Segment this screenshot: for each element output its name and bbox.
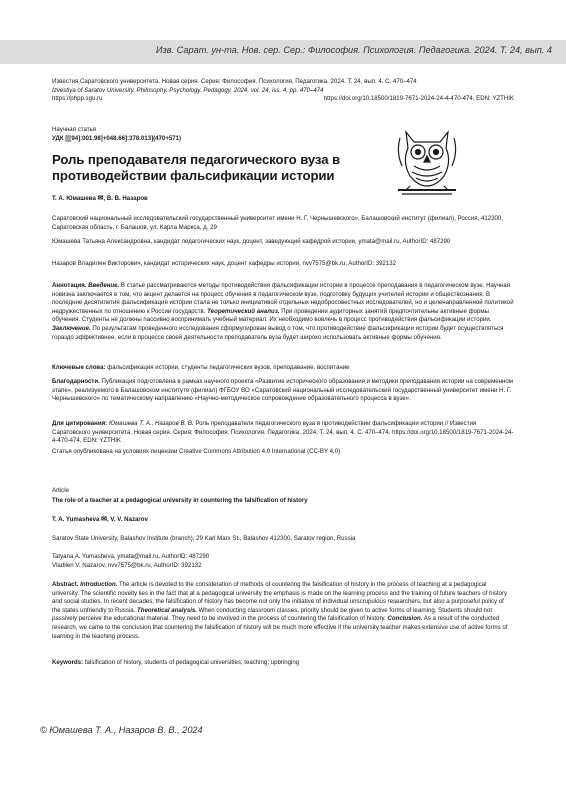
- running-head: Изв. Сарат. ун-та. Нов. сер. Сер.: Философия. Психология. Педагогика. 2024. Т. 24, вып. 4: [155, 45, 552, 55]
- section-label: Conclusion.: [387, 615, 423, 623]
- author-name: В. В. Назаров: [106, 195, 148, 202]
- keywords-label: Ключевые слова:: [52, 364, 106, 371]
- keywords-ru: [52, 364, 514, 373]
- ack-text: Публикация подготовлена в рамках научного проекта «Развитие исторического образования и методики преподавания истории на современном этапе», реализуемого в Балашовском институте (филиал) ФГБОУ ВО «Саратовский национальный исследовательский государственный университет имени Н. Г. Чернышевского» по тематическому направлению «Научно-методическое сопровождение образовательного процесса в вузе».: [52, 378, 513, 403]
- udc-code: УДК [[[94]:001.98]+048.66]:378.013](470+571): [52, 134, 182, 142]
- author-name: Т. А. Юмашева: [52, 195, 96, 202]
- site-link[interactable]: https://phpp.sgu.ru: [52, 95, 103, 102]
- envelope-icon: ✉: [97, 195, 104, 202]
- abstract-text: В статье рассматриваются методы противодействия фальсификации истории в процессе преподавания в педагогическом вузе. Научная новизна заключается в том, что акцент делается на процесс обучения в педагогическом вузе, подготовку будущих учителей истории и обществознания. В последние десятилетия фальсификация истории стала не только инициативой отдельных недобросовестных исследователей, но и целенаправленной политикой недружественных по отношению к России государств.: [52, 282, 514, 315]
- abstract-text: When conducting classroom classes, priority should be given to active forms of learning. Students should not passively perceive the educational material. They need to be involved in the process of countering the falsification of history.: [52, 606, 493, 623]
- keywords-en: [52, 659, 514, 668]
- abstract-text: The article is devoted to the consideration of methods of countering the falsification of history in the process of teaching at a pedagogical university. The scientific novelty lies in the fact that at a pedagogical university the emphasis is made on the learning process and the training of future teachers of history and social studies. In recent decades, the falsification of history has become not only the initiative of individual unscrupulous researchers, but also a purposeful policy of the states unfriendly to Russia.: [52, 581, 508, 614]
- citation-text: Роль преподавателя педагогического вуза в противодействии фальсификации истории // Известия Саратовского университета. Новая серия. Серия: Философия. Психология. Педагогика. 2024. Т. 24, вып. 4. С. 470–474. https://doi.org/10.18500/1819-7671-2024-24-4-470-474, EDN: YZTHIK: [52, 420, 514, 445]
- author-name: T. A. Yumasheva: [52, 516, 100, 523]
- section-label: Заключение.: [52, 324, 91, 332]
- author-name: V. V. Nazarov: [110, 516, 148, 523]
- article-title-ru: Роль преподавателя педагогического вуза в противодействии фальсификации истории: [52, 152, 341, 183]
- copyright-notice: © Юмашева Т. А., Назаров В. В., 2024: [40, 725, 203, 735]
- owl-emblem-icon: [392, 122, 462, 197]
- author-info-en: Tatyana A. Yumasheva, ymata@mail.ru, AuthorID: 487290: [52, 553, 210, 560]
- citation-label: Для цитирования:: [52, 420, 108, 427]
- section-label: Теоретический анализ.: [207, 307, 280, 315]
- authors-ru: [52, 195, 514, 204]
- license-ru: Статья опубликована на условиях лицензии Creative Commons Attribution 4.0 International (CC-BY 4.0): [52, 448, 341, 455]
- author-separator: ,: [107, 516, 109, 523]
- acknowledgements-ru: [52, 378, 514, 404]
- abstract-label: Abstract.: [52, 581, 79, 588]
- journal-links-row: [52, 95, 514, 104]
- doi-link[interactable]: https://doi.org/10.18500/1819-7671-2024-24-4-470-474, EDN: YZTHIK: [323, 95, 514, 102]
- author-separator: ,: [103, 195, 106, 202]
- section-label: Theoretical analysis.: [137, 606, 197, 614]
- article-title-en: The role of a teacher at a pedagogical university in countering the falsification of history: [52, 497, 308, 504]
- keywords-text: falsification of history, students of pedagogical universities, teaching; upbringing: [83, 659, 300, 666]
- author-info-en: Vladilen V. Nazarov, nvv7575@bk.ru, AuthorID: 392132: [52, 562, 202, 569]
- section-label: Введение.: [88, 282, 120, 289]
- authors-en: [52, 516, 514, 525]
- abstract-text: As a result of the conducted research, we came to the conclusion that countering the falsification of history will be much more effective if the university teacher makes extensive use of active forms of learning in the teaching process.: [52, 615, 508, 640]
- keywords-text: фальсификация истории, студенты педагогических вузов, преподавание, воспитание: [105, 364, 350, 371]
- abstract-text: По результатам проведенного исследования сформулирован вывод о том, что противодействие фальсификации истории будет осуществляться гораздо эффективнее, если в процессе своей деятельности преподаватель вуза будет широко использовать активные формы обучения.: [52, 324, 504, 341]
- envelope-icon: ✉: [101, 516, 107, 523]
- author-info-ru: Назаров Владилен Викторович, кандидат исторических наук, доцент кафедры истории, nvv7575@bk.ru, AuthorID: 392132: [52, 260, 397, 267]
- affiliation-ru: Саратовский национальный исследовательский государственный университет имени Н. Г. Чернышевского», Балашовский институт (филиал), Россия, 412300, Саратовская область, г. Балашов, ул. Карла Маркса, д. 29: [52, 215, 503, 231]
- journal-citation-en: Izvestiya of Saratov University. Philosophy. Psychology. Pedagogy, 2024, vol. 24, iss. 4, pp. 470–474: [52, 86, 324, 94]
- citation-authors: Юмашева Т. А., Назаров В. В.: [107, 420, 194, 427]
- affiliation-en: Saratov State University, Balashov Institute (branch), 29 Karl Marx St., Balashov 412300, Saratov region, Russia: [52, 535, 356, 542]
- article-type-ru: Научная статья: [52, 126, 96, 133]
- section-label: Introduction.: [80, 581, 118, 588]
- citation-ru: [52, 420, 514, 446]
- abstract-label: Аннотация.: [52, 282, 87, 289]
- abstract-ru: [52, 282, 514, 342]
- abstract-text: При проведении аудиторных занятий предпочтительны активные формы обучения. Студенты не должны пассивно воспринимать учебный материал. Их необходимо вовлечь в процесс противодействия фальсификации истории.: [52, 307, 492, 324]
- article-type-en: Article: [52, 487, 69, 494]
- ack-label: Благодарности.: [52, 378, 100, 385]
- author-info-ru: Юмашева Татьяна Александровна, кандидат педагогических наук, доцент, заведующий кафедрой истории, ymata@mail.ru, AuthorID: 487290: [52, 238, 451, 245]
- abstract-en: [52, 581, 514, 641]
- keywords-label: Keywords:: [52, 659, 84, 666]
- journal-citation-ru: Известия Саратовского университета. Новая серия. Серия: Философия. Психология. Педагогика. 2024. Т. 24, вып. 4. С. 470–474: [52, 78, 417, 85]
